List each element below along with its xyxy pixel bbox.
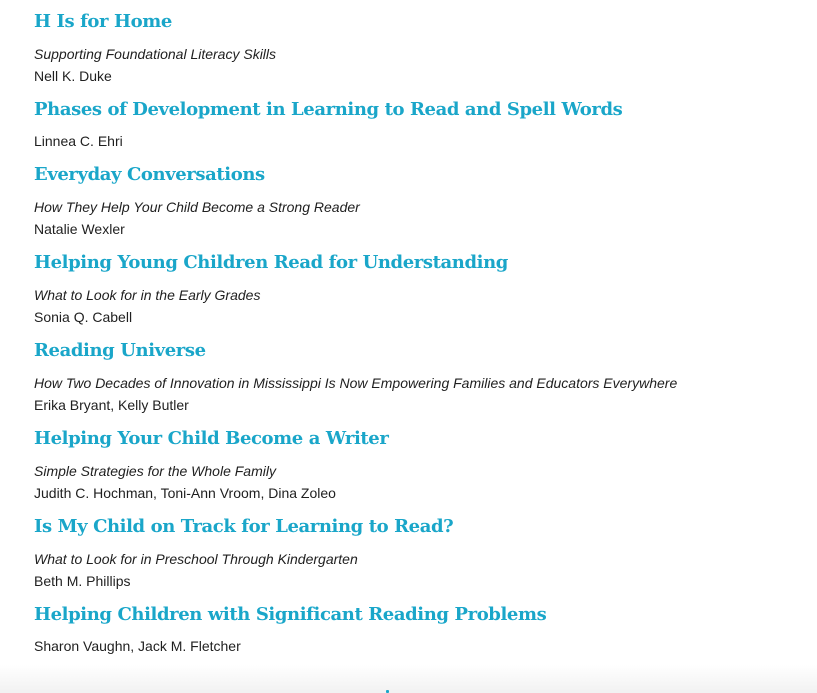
chapter-title-link[interactable]: Is My Child on Track for Learning to Read?: [34, 516, 454, 537]
chapter-title-link[interactable]: Helping Your Child Become a Writer: [34, 428, 389, 449]
chapter-title-link[interactable]: H Is for Home: [34, 11, 172, 32]
table-of-contents: [34, 10, 797, 655]
chapter-authors: Beth M. Phillips: [34, 573, 131, 589]
chapter-authors: Linnea C. Ehri: [34, 133, 123, 149]
toc-entry: [34, 98, 797, 150]
chapter-title-link[interactable]: Phases of Development in Learning to Read and Spell Words: [34, 99, 623, 120]
chapter-authors: Judith C. Hochman, Toni-Ann Vroom, Dina Zoleo: [34, 485, 336, 501]
chapter-authors: Sharon Vaughn, Jack M. Fletcher: [34, 638, 241, 654]
chapter-title-link[interactable]: Helping Young Children Read for Understanding: [34, 252, 508, 273]
chapter-title-link[interactable]: Everyday Conversations: [34, 164, 265, 185]
toc-entry: [34, 515, 797, 590]
bottom-fade-overlay: [0, 665, 817, 693]
chapter-subtitle: How Two Decades of Innovation in Mississippi Is Now Empowering Families and Educators Everywhere: [34, 375, 678, 391]
chapter-title-link[interactable]: Reading Universe: [34, 340, 206, 361]
toc-entry: [34, 10, 797, 85]
chapter-authors: Sonia Q. Cabell: [34, 309, 133, 325]
chapter-authors: Nell K. Duke: [34, 68, 112, 84]
chapter-title-link[interactable]: Helping Children with Significant Reading Problems: [34, 604, 547, 625]
toc-entry: [34, 603, 797, 655]
chapter-authors: Erika Bryant, Kelly Butler: [34, 397, 189, 413]
chapter-subtitle: Simple Strategies for the Whole Family: [34, 463, 276, 479]
chapter-subtitle: What to Look for in Preschool Through Kindergarten: [34, 551, 358, 567]
chapter-subtitle: Supporting Foundational Literacy Skills: [34, 46, 277, 62]
toc-entry: [34, 251, 797, 326]
toc-entry: [34, 427, 797, 502]
toc-entry: [34, 163, 797, 238]
chapter-authors: Natalie Wexler: [34, 221, 125, 237]
chapter-subtitle: What to Look for in the Early Grades: [34, 287, 261, 303]
toc-entry: [34, 339, 797, 414]
chapter-subtitle: How They Help Your Child Become a Strong Reader: [34, 199, 360, 215]
